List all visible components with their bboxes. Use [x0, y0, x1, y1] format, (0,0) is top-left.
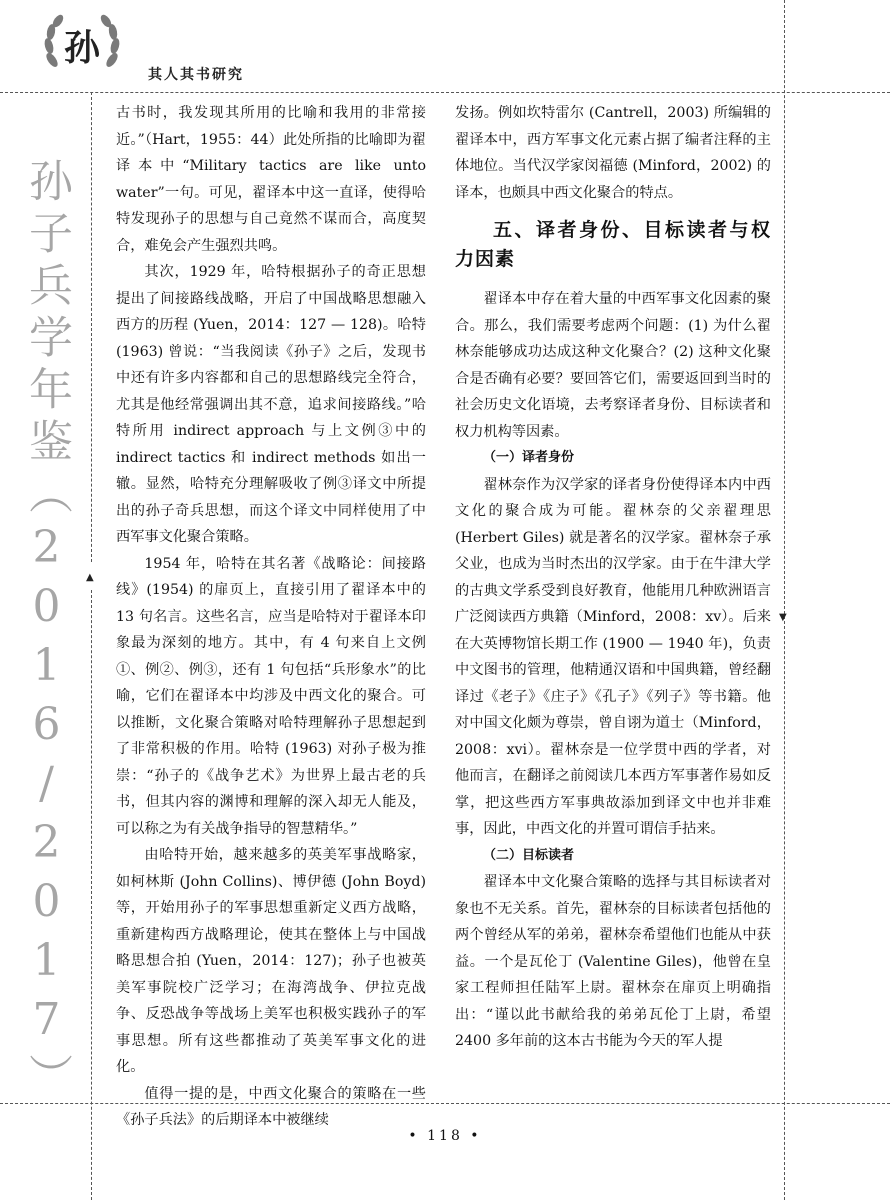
laurel-wreath-icon [42, 12, 122, 82]
subsection-heading-readers: （二）目标读者 [483, 847, 575, 863]
left-dashed-edge-lower [91, 590, 92, 1200]
section-name: 其人其书研究 [148, 67, 244, 83]
down-arrow-icon: ▼ [779, 612, 787, 623]
right-text-column [455, 100, 771, 1055]
paragraph: 由哈特开始，越来越多的英美军事战略家，如柯林斯 (John Collins)、博伊德 (John Boyd) 等，开始用孙子的军事思想重新定义西方战略，重新建构西方战略理论，使其在整体上与中国战略思想合拍 (Yuen，2014：127)；孙子也被英美军事院校广泛学习；在海湾战争、伊拉克战争、反恐战争等战场上美军也积极实践孙子的军事思想。所有这些都推动了英美军事文化的进化。 [116, 847, 426, 1075]
page-number: • 118 • [408, 1128, 482, 1144]
left-dashed-edge-upper [91, 92, 92, 562]
paragraph: 发扬。例如坎特雷尔 (Cantrell，2003) 所编辑的翟译本中，西方军事文化元素占据了编者注释的主体地位。当代汉学家闵福德 (Minford，2002) 的译本，也颇具中西文化聚合的特点。 [455, 105, 771, 201]
logo-character: 孙 [63, 27, 101, 69]
paragraph: 其次，1929 年，哈特根据孙子的奇正思想提出了间接路线战略，开启了中国战略思想融入西方的历程 (Yuen，2014：127 — 128)。哈特 (1963) 曾说：“当我阅读《孙子》之后，发现书中还有许多内容都和自己的思想路线完全符合，尤其是他经常强调出其不意，追求间接路线。”哈特所用 indirect approach 与上文例③中的 indirect tactics 和 indirect methods 如出一辙。显然，哈特充分理解吸收了例③译文中所提出的孙子奇兵思想，而这个译文中同样使用了中西军事文化聚合策略。 [116, 264, 426, 545]
header-dashed-rule [0, 92, 890, 93]
subsection-heading-translator: （一）译者身份 [483, 450, 575, 465]
journal-laurel-logo [42, 12, 122, 82]
paragraph: 1954 年，哈特在其名著《战略论：间接路线》(1954) 的扉页上，直接引用了翟译本中的 13 句名言。这些名言，应当是哈特对于翟译本印象最为深刻的地方。其中，有 4 句来自上文例①、例②、例③，还有 1 句包括“兵形象水”的比喻，它们在翟译本中均涉及中西文化的聚合。可以推断，文化聚合策略对哈特理解孙子思想起到了非常积极的作用。哈特 (1963) 对孙子极为推崇：“孙子的《战争艺术》为世界上最古老的兵书，但其内容的渊博和理解的深入却无人能及，可以称之为有关战争指导的智慧精华。” [116, 555, 426, 837]
left-text-column [116, 100, 426, 1134]
paragraph: 翟译本中文化聚合策略的选择与其目标读者对象也不无关系。首先，翟林奈的目标读者包括他的两个曾经从军的弟弟，翟林奈希望他们也能从中获益。一个是瓦伦丁 (Valentine Giles)，他曾在皇家工程师担任陆军上尉。翟林奈在扉页上明确指出：“谨以此书献给我的弟弟瓦伦丁上尉，希望 2400 多年前的这本古书能为今天的军人提 [455, 874, 771, 1049]
paragraph: 古书时，我发现其所用的比喻和我用的非常接近。”（Hart，1955：44）此处所指的比喻即为翟译本中“Military tactics are like unto water”一句。可见，翟译本中这一直译，使得哈特发现孙子的思想与自己竟然不谋而合，高度契合，难免会产生强烈共鸣。 [116, 105, 426, 254]
paragraph: 翟译本中存在着大量的中西军事文化因素的聚合。那么，我们需要考虑两个问题：(1) 为什么翟林奈能够成功达成这种文化聚合？(2) 这种文化聚合是否确有必要？要回答它们，需要返回到当时的社会历史文化语境，去考察译者身份、目标读者和权力机构等因素。 [455, 291, 771, 440]
paragraph: 翟林奈作为汉学家的译者身份使得译本内中西文化的聚合成为可能。翟林奈的父亲翟理思 (Herbert Giles) 就是著名的汉学家。翟林奈子承父业，也成为当时杰出的汉学家。由于在牛津大学的古典文学系受到良好教育，他能用几种欧洲语言广泛阅读西方典籍（Minford，2008：xv）。后来在大英博物馆长期工作 (1900 — 1940 年)，负责中文图书的管理，他精通汉语和中国典籍，曾经翻译过《老子》《庄子》《孔子》《列子》等书籍。他对中国文化颇为尊崇，曾自诩为道士（Minford，2008：xvi）。翟林奈是一位学贯中西的学者，对他而言，在翻译之前阅读几本西方军事著作易如反掌，把这些西方军事典故添加到译文中也并非难事，因此，中西文化的并置可谓信手拈来。 [455, 476, 771, 837]
up-arrow-icon: ▲ [86, 572, 94, 583]
yearbook-vertical-title: 孙子兵学年鉴（2016/2017） [21, 158, 72, 1105]
paragraph: 值得一提的是，中西文化聚合的策略在一些《孙子兵法》的后期译本中被继续 [116, 1085, 426, 1128]
right-dashed-edge [784, 0, 785, 1200]
section-heading: 五、译者身份、目标读者与权力因素 [455, 219, 771, 270]
